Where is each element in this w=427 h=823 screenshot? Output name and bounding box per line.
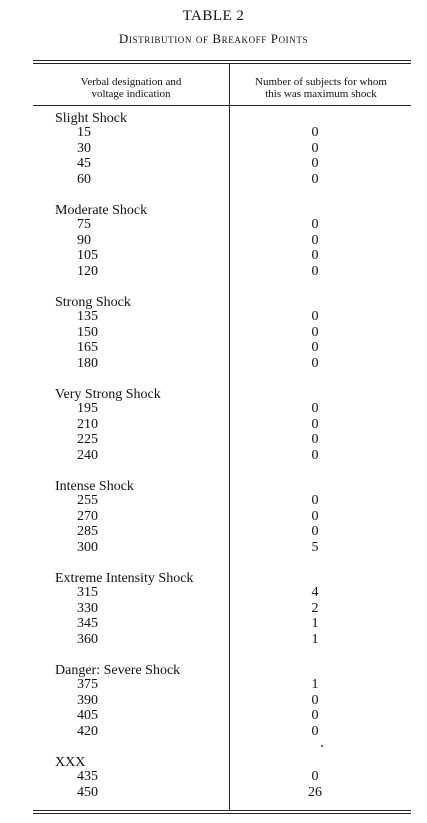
table-title: TABLE 2 — [182, 8, 245, 24]
subject-count: 0 — [311, 401, 319, 416]
header-left — [33, 76, 229, 100]
voltage-value: 450 — [77, 784, 98, 800]
subject-count: 0 — [311, 723, 319, 739]
subject-count: 0 — [311, 508, 319, 524]
voltage-value: 90 — [77, 232, 91, 248]
group-label: Very Strong Shock — [55, 387, 161, 402]
group-label: Extreme Intensity Shock — [55, 571, 194, 586]
voltage-value: 435 — [77, 769, 98, 784]
bottom-rule — [33, 810, 411, 811]
voltage-value: 60 — [77, 171, 91, 187]
top-rule — [33, 60, 411, 61]
subject-count: 0 — [311, 447, 319, 463]
subject-count: 26 — [308, 784, 322, 800]
voltage-value: 285 — [77, 524, 98, 539]
voltage-value: 75 — [77, 217, 91, 232]
header-left-line-2: voltage indication — [91, 88, 171, 100]
voltage-value: 45 — [77, 156, 91, 171]
voltage-value: 225 — [77, 432, 98, 447]
voltage-value: 270 — [77, 508, 98, 524]
subject-count: 0 — [311, 140, 319, 156]
table-subtitle: Distribution of Breakoff Points — [118, 31, 309, 46]
subject-count: 0 — [311, 171, 319, 187]
subject-count: 1 — [311, 631, 319, 647]
voltage-value: 390 — [77, 692, 98, 708]
subject-count: 0 — [311, 125, 319, 140]
group-label: Moderate Shock — [55, 203, 148, 218]
header-right-line-2: this was maximum shock — [265, 88, 377, 100]
header-right — [231, 76, 411, 100]
subject-count: 0 — [311, 355, 319, 371]
subject-count: 0 — [311, 769, 319, 784]
voltage-value: 165 — [77, 340, 98, 355]
subject-count: 0 — [311, 692, 319, 708]
voltage-value: 420 — [77, 723, 98, 739]
subject-count: 0 — [311, 324, 319, 340]
group-label: Strong Shock — [55, 295, 131, 310]
subject-count: 0 — [311, 309, 319, 324]
voltage-value: 360 — [77, 631, 98, 647]
voltage-value: 345 — [77, 616, 98, 631]
column-divider — [229, 63, 230, 810]
voltage-value: 180 — [77, 355, 98, 371]
subject-count: 0 — [311, 248, 319, 263]
subject-count: 2 — [311, 600, 319, 616]
voltage-value: 405 — [77, 708, 98, 723]
header-rule — [33, 105, 411, 106]
subject-count: 0 — [311, 708, 319, 723]
subject-count: 1 — [311, 616, 319, 631]
top-rule-second — [33, 63, 411, 64]
trailing-dot — [321, 745, 323, 747]
subject-count: 0 — [311, 416, 319, 432]
subject-count: 0 — [311, 217, 319, 232]
voltage-value: 15 — [77, 125, 91, 140]
subject-count: 0 — [311, 232, 319, 248]
subject-count: 0 — [311, 263, 319, 279]
header-right-line-1: Number of subjects for whom — [255, 76, 387, 88]
group-label: Intense Shock — [55, 479, 134, 494]
voltage-value: 315 — [77, 585, 98, 600]
voltage-value: 255 — [77, 493, 98, 508]
bottom-rule-second — [33, 813, 411, 814]
subject-count: 1 — [311, 677, 319, 692]
subject-count: 0 — [311, 432, 319, 447]
voltage-value: 150 — [77, 324, 98, 340]
voltage-value: 120 — [77, 263, 98, 279]
voltage-value: 105 — [77, 248, 98, 263]
header-left-line-1: Verbal designation and — [80, 76, 182, 88]
voltage-value: 330 — [77, 600, 98, 616]
voltage-value: 240 — [77, 447, 98, 463]
voltage-value: 300 — [77, 539, 98, 555]
voltage-value: 210 — [77, 416, 98, 432]
subject-count: 0 — [311, 524, 319, 539]
subject-count: 0 — [311, 340, 319, 355]
subject-count: 0 — [311, 156, 319, 171]
voltage-value: 195 — [77, 401, 98, 416]
subject-count: 5 — [311, 539, 319, 555]
subject-count: 4 — [311, 585, 319, 600]
group-label: XXX — [55, 755, 86, 770]
voltage-value: 30 — [77, 140, 91, 156]
group-label: Danger: Severe Shock — [55, 663, 181, 678]
subject-count: 0 — [311, 493, 319, 508]
voltage-value: 375 — [77, 677, 98, 692]
voltage-value: 135 — [77, 309, 98, 324]
group-label: Slight Shock — [55, 111, 127, 126]
